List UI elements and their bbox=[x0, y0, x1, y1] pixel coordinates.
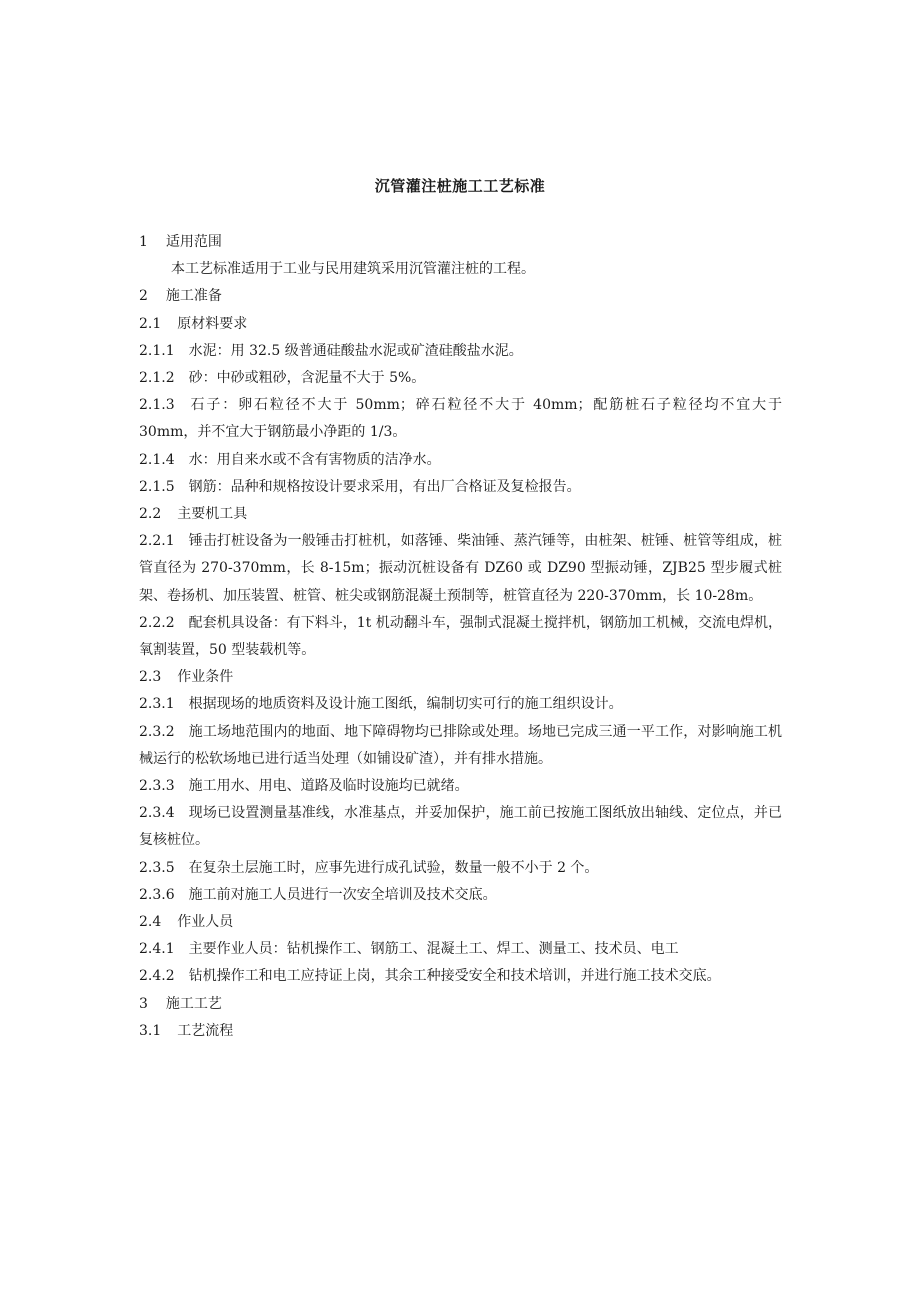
section-number: 2.2 bbox=[139, 506, 162, 523]
section-1-paragraph: 本工艺标准适用于工业与民用建筑采用沉管灌注桩的工程。 bbox=[171, 261, 535, 278]
item-text: 主要作业人员：钻机操作工、钢筋工、混凝土工、焊工、测量工、技术员、电工 bbox=[188, 941, 679, 958]
section-heading-text: 施工工艺 bbox=[165, 995, 222, 1012]
item-text: 锤击打桩设备为一般锤击打桩机，如落锤、柴油锤、蒸汽锤等，由桩架、桩锤、桩管等组成，桩管直径为 270-370mm，长 8-15m；振动沉桩设备有 DZ60 或 DZ90 型振动锤，ZJB25 型步履式桩架、卷扬机、加压装置、桩管、桩尖或钢筋混凝土预制等，桩管直径为 220-370mm，长 10-28m。 bbox=[139, 533, 782, 604]
item-text: 现场已设置测量基准线，水准基点，并妥加保护，施工前已按施工图纸放出轴线、定位点，并已复核桩位。 bbox=[139, 805, 782, 849]
item-text: 施工前对施工人员进行一次安全培训及技术交底。 bbox=[188, 886, 497, 903]
section-heading-text: 作业人员 bbox=[177, 914, 234, 931]
section-number: 2.3 bbox=[139, 669, 162, 686]
item-text: 根据现场的地质资料及设计施工图纸，编制切实可行的施工组织设计。 bbox=[188, 696, 623, 713]
item-number: 2.1.3 bbox=[139, 397, 175, 414]
item-number: 2.1.5 bbox=[139, 478, 175, 495]
item-2-2-1 bbox=[139, 528, 782, 610]
section-2-1-heading bbox=[139, 311, 782, 338]
item-number: 2.3.2 bbox=[139, 723, 175, 740]
item-2-1-5 bbox=[139, 474, 782, 501]
section-heading-text: 施工准备 bbox=[165, 288, 222, 305]
section-number: 2 bbox=[139, 288, 148, 305]
section-heading-text: 适用范围 bbox=[165, 234, 222, 250]
section-2-3-heading bbox=[139, 664, 782, 691]
item-2-1-1 bbox=[139, 338, 782, 365]
item-number: 2.4.2 bbox=[139, 968, 175, 985]
item-number: 2.4.1 bbox=[139, 941, 175, 958]
section-2-4-heading bbox=[139, 909, 782, 936]
item-text: 水：用自来水或不含有害物质的洁净水。 bbox=[188, 451, 441, 468]
item-2-4-1 bbox=[139, 936, 782, 963]
item-text: 钢筋：品种和规格按设计要求采用，有出厂合格证及复检报告。 bbox=[188, 478, 581, 495]
item-number: 2.1.4 bbox=[139, 451, 175, 468]
section-3-heading bbox=[139, 991, 782, 1018]
item-text: 水泥：用 32.5 级普通硅酸盐水泥或矿渣硅酸盐水泥。 bbox=[188, 342, 523, 359]
item-number: 2.3.4 bbox=[139, 805, 175, 822]
item-2-3-6 bbox=[139, 882, 782, 909]
section-2-heading bbox=[139, 283, 782, 310]
section-1-heading bbox=[139, 229, 782, 256]
item-text: 砂：中砂或粗砂，含泥量不大于 5%。 bbox=[188, 370, 426, 387]
item-text: 施工场地范围内的地面、地下障碍物均已排除或处理。场地已完成三通一平工作，对影响施工机械运行的松软场地已进行适当处理（如铺设矿渣），并有排水措施。 bbox=[139, 723, 782, 767]
item-text: 钻机操作工和电工应持证上岗，其余工种接受安全和技术培训，并进行施工技术交底。 bbox=[188, 968, 721, 985]
item-text: 配套机具设备：有下料斗，1t 机动翻斗车，强制式混凝土搅拌机，钢筋加工机械，交流电焊机，氧割装置，50 型装载机等。 bbox=[139, 614, 782, 659]
item-number: 2.3.1 bbox=[139, 696, 175, 713]
item-text: 施工用水、用电、道路及临时设施均已就绪。 bbox=[188, 778, 469, 795]
section-2-2-heading bbox=[139, 501, 782, 528]
item-2-4-2 bbox=[139, 963, 782, 990]
document-body bbox=[139, 229, 782, 1045]
item-2-3-1 bbox=[139, 691, 782, 718]
item-text: 在复杂土层施工时，应事先进行成孔试验，数量一般不小于 2 个。 bbox=[188, 859, 599, 876]
document-title: 沉管灌注桩施工工艺标准 bbox=[374, 177, 546, 195]
section-number: 1 bbox=[139, 234, 148, 250]
item-number: 2.2.2 bbox=[139, 614, 175, 631]
section-heading-text: 主要机工具 bbox=[177, 506, 248, 523]
section-number: 2.4 bbox=[139, 914, 162, 931]
section-heading-text: 作业条件 bbox=[177, 669, 234, 686]
item-2-1-3 bbox=[139, 392, 782, 446]
item-number: 2.3.5 bbox=[139, 859, 175, 876]
item-number: 2.1.1 bbox=[139, 342, 175, 359]
section-number: 3 bbox=[139, 995, 148, 1012]
item-number: 2.1.2 bbox=[139, 370, 175, 387]
item-2-3-4 bbox=[139, 800, 782, 854]
item-2-1-4 bbox=[139, 447, 782, 474]
item-number: 2.2.1 bbox=[139, 533, 175, 550]
item-text: 石子：卵石粒径不大于 50mm；碎石粒径不大于 40mm；配筋桩石子粒径均不宜大于 30mm，并不宜大于钢筋最小净距的 1/3。 bbox=[139, 397, 782, 441]
item-2-3-5 bbox=[139, 855, 782, 882]
item-2-1-2 bbox=[139, 365, 782, 392]
item-2-2-2 bbox=[139, 610, 782, 664]
item-2-3-3 bbox=[139, 773, 782, 800]
item-number: 2.3.3 bbox=[139, 778, 175, 795]
section-number: 2.1 bbox=[139, 315, 162, 332]
section-heading-text: 原材料要求 bbox=[177, 315, 248, 332]
item-number: 2.3.6 bbox=[139, 886, 175, 903]
section-heading-text: 工艺流程 bbox=[177, 1022, 234, 1039]
section-3-1-heading bbox=[139, 1018, 782, 1045]
item-2-3-2 bbox=[139, 719, 782, 773]
section-number: 3.1 bbox=[139, 1022, 162, 1039]
